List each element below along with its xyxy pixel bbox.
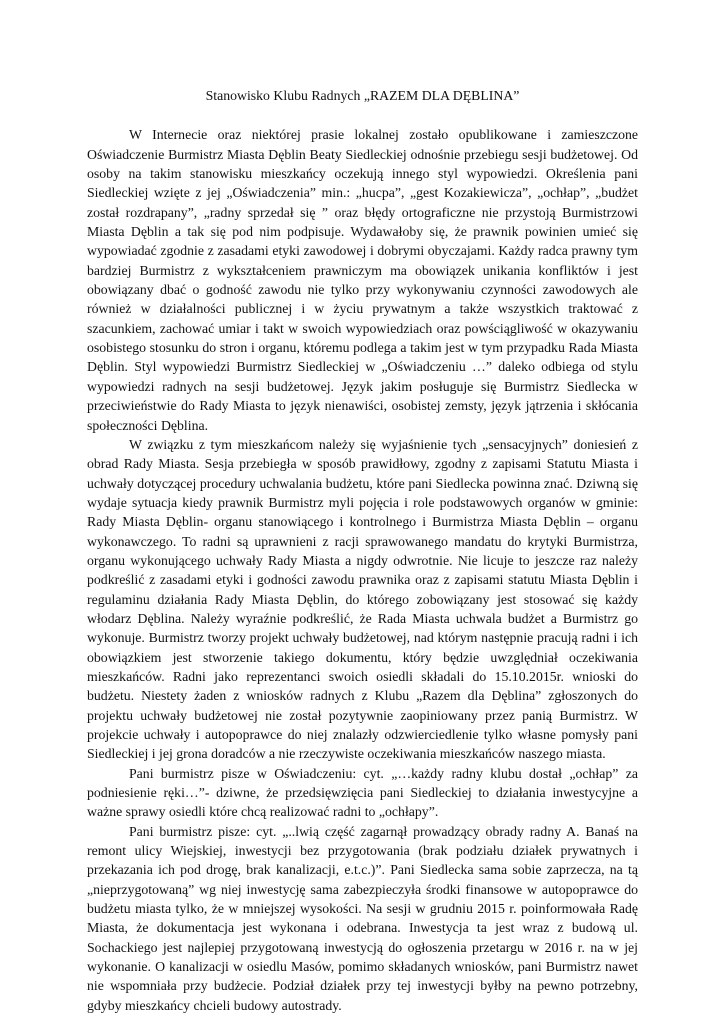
paragraph-1: W Internecie oraz niektórej prasie lokalnej zostało opublikowane i zamieszczone Oświadczenie Burmistrz Miasta Dęblin Beaty Siedleckiej odnośnie przebiegu sesji budżetowej. Od osoby na takim stanowisku mieszkańcy oczekują innego styl wypowiedzi. Określenia pani Siedleckiej wzięte z jej „Oświadczenia” min.: „hucpa”, „gest Kozakiewicza”, „ochłap”, „budżet został rozdrapany”, „radny sprzedał się ” oraz błędy ortograficzne nie przystoją Burmistrzowi Miasta Dęblin a tak się pod nim podpisuje. Wydawałoby się, że prawnik powinien umieć się wypowiadać zgodnie z zasadami etyki zawodowej i dobrymi obyczajami. Każdy radca prawny tym bardziej Burmistrz z wykształceniem prawniczym ma obowiązek unikania konfliktów i jest obowiązany dbać o godność zawodu nie tylko przy wykonywaniu czynności zawodowych ale również w działalności publicznej i w życiu prywatnym a także wszystkich traktować z szacunkiem, zachować umiar i takt w swoich wypowiedziach oraz powściągliwość w okazywaniu osobistego stosunku do stron i organu, któremu podlega a takim jest w tym przypadku Rada Miasta Dęblin. Styl wypowiedzi Burmistrz Siedleckiej w „Oświadczeniu …” daleko odbiega od stylu wypowiedzi radnych na sesji budżetowej. Język jakim posługuje się Burmistrz Siedlecka w przeciwieństwie do Rady Miasta to język nienawiści, osobistej zemsty, język jątrzenia i skłócania społeczności Dęblina. [87,127,638,433]
paragraph-4: Pani burmistrz pisze: cyt. „..lwią część zagarnął prowadzący obrady radny A. Banaś na remont ulicy Wiejskiej, inwestycji bez przygotowania (brak podziału działek prywatnych i przekazania ich pod drogę, brak kanalizacji, e.t.c.)”. Pani Siedlecka sama sobie zaprzecza, na tą „nieprzygotowaną” wg niej inwestycję sama zabezpieczyła środki finansowe w autopoprawce do budżetu miasta tylko, że w mniejszej wysokości. Na sesji w grudniu 2015 r. poinformowała Radę Miasta, że dokumentacja jest wykonana i odebrana. Inwestycja ta jest wraz z budową ul. Sochackiego jest najlepiej przygotowaną inwestycją do ogłoszenia przetargu w 2016 r. na w jej wykonanie. O kanalizacji w osiedlu Masów, pomimo składanych wniosków, pani Burmistrz nawet nie wspomniała przy budżecie. Podział działek przy tej inwestycji byłby na pewno potrzebny, gdyby mieszkańcy chcieli budowy autostrady. [87,823,638,1013]
paragraph-3: Pani burmistrz pisze w Oświadczeniu: cyt. „…każdy radny klubu dostał „ochłap” za podniesienie ręki…”- dziwne, że przedsięwzięcia pani Siedleckiej to działania inwestycyjne a ważne sprawy osiedli które chcą realizować radni to „ochłapy”. [87,765,638,820]
document-page [87,86,638,1015]
paragraph-2: W związku z tym mieszkańcom należy się wyjaśnienie tych „sensacyjnych” doniesień z obrad Rady Miasta. Sesja przebiegła w sposób prawidłowy, zgodny z zapisami Statutu Miasta i uchwały dotyczącej procedury uchwalania budżetu, które pani Siedlecka powinna znać. Dziwną się wydaje sytuacja kiedy prawnik Burmistrz myli pojęcia i role podstawowych organów w gminie: Rady Miasta Dęblin- organu stanowiącego i kontrolnego i Burmistrza Miasta Dęblin – organu wykonawczego. To radni są uprawnieni z racji sprawowanego mandatu do krytyki Burmistrza, organu wykonującego uchwały Rady Miasta a nigdy odwrotnie. Nie licuje to jeszcze raz należy podkreślić z zasadami etyki i godności zawodu prawnika oraz z zapisami statutu Miasta Dęblin i regulaminu działania Rady Miasta Dęblin, do którego zobowiązany jest stosować się każdy włodarz Dęblina. Należy wyraźnie podkreślić, że Rada Miasta uchwala budżet a Burmistrz go wykonuje. Burmistrz tworzy projekt uchwały budżetowej, nad którym następnie pracują radni i ich obowiązkiem jest stworzenie takiego dokumentu, który będzie uwzględniał oczekiwania mieszkańców. Radni jako reprezentanci swoich osiedli składali do 15.10.2015r. wnioski do budżetu. Niestety żaden z wniosków radnych z Klubu „Razem dla Dęblina” zgłoszonych do projektu uchwały budżetowej nie został pozytywnie zaopiniowany przez panią Burmistrz. W projekcie uchwały i autopoprawce do niej znalazły odzwierciedlenie tylko własne pomysły pani Siedleckiej i jej grona doradców a nie rzeczywiste oczekiwania mieszkańców naszego miasta. [87,436,638,762]
document-title: Stanowisko Klubu Radnych „RAZEM DLA DĘBLINA” [205,88,520,103]
